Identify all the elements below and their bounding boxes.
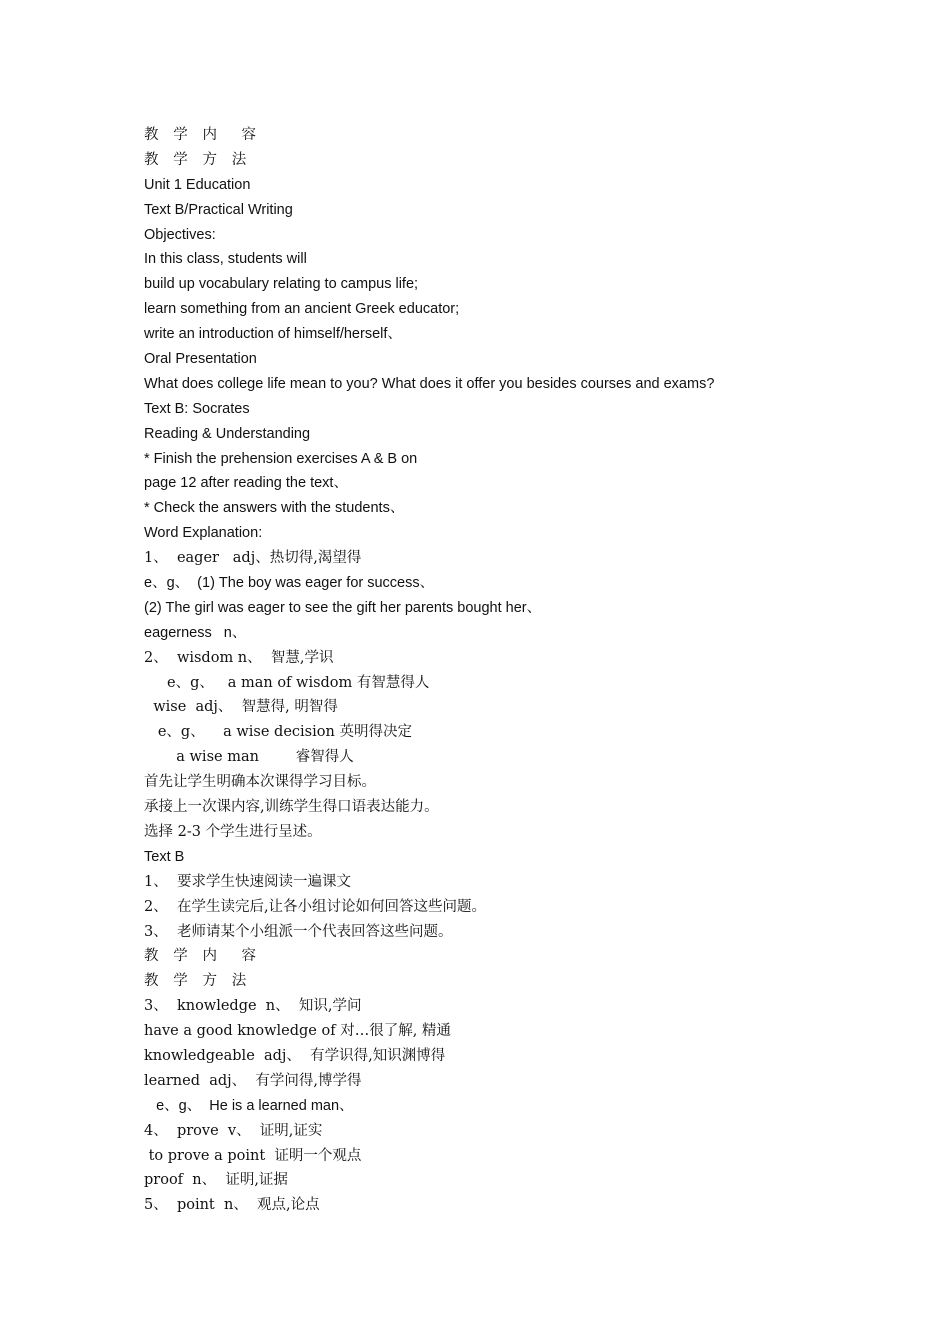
method-line: 首先让学生明确本次课得学习目标。 xyxy=(144,774,376,791)
method-step: 2、 在学生读完后,让各小组讨论如何回答这些问题。 xyxy=(144,898,487,915)
word-explanation-heading: Word Explanation: xyxy=(144,525,263,542)
section-heading-content: 教 学 内 容 xyxy=(144,127,262,143)
example-line: e、g、 a wise decision 英明得决定 xyxy=(144,724,412,741)
document-page xyxy=(144,123,844,1218)
method-step: 1、 要求学生快速阅读一遍课文 xyxy=(144,873,351,890)
vocab-entry: knowledgeable adj、 有学识得,知识渊博得 xyxy=(144,1047,446,1064)
section-heading-method: 教 学 方 法 xyxy=(144,151,252,168)
text-line: page 12 after reading the text、 xyxy=(144,475,348,492)
method-step: 3、 老师请某个小组派一个代表回答这些问题。 xyxy=(144,923,453,940)
text-line: * Finish the prehension exercises A & B on xyxy=(144,450,418,467)
text-line: What does college life mean to you? What does it offer you besides courses and exams? xyxy=(144,375,715,392)
example-line: e、g、 a man of wisdom 有智慧得人 xyxy=(144,674,430,691)
text-title: Text B/Practical Writing xyxy=(144,201,293,218)
vocab-entry: proof n、 证明,证据 xyxy=(144,1172,288,1189)
reading-heading: Reading & Understanding xyxy=(144,425,311,442)
section-heading-method: 教 学 方 法 xyxy=(144,973,252,990)
vocab-entry: 1、 eager adj、热切得,渴望得 xyxy=(144,550,362,567)
objective-item: write an introduction of himself/herself、 xyxy=(144,326,402,343)
vocab-entry: learned adj、 有学问得,博学得 xyxy=(144,1072,362,1089)
method-line: 承接上一次课内容,训练学生得口语表达能力。 xyxy=(144,799,439,816)
vocab-entry: 2、 wisdom n、 智慧,学识 xyxy=(144,649,334,666)
objectives-heading: Objectives: xyxy=(144,226,216,243)
vocab-entry: 3、 knowledge n、 知识,学问 xyxy=(144,998,362,1015)
example-line: e、g、 (1) The boy was eager for success、 xyxy=(144,575,435,592)
oral-presentation-heading: Oral Presentation xyxy=(144,351,257,368)
vocab-entry: wise adj、 智慧得, 明智得 xyxy=(144,699,338,716)
method-line: 选择 2-3 个学生进行呈述。 xyxy=(144,823,322,840)
unit-title: Unit 1 Education xyxy=(144,176,251,193)
example-line: (2) The girl was eager to see the gift her parents bought her、 xyxy=(144,599,542,616)
section-heading-content: 教 学 内 容 xyxy=(144,948,262,965)
vocab-entry: 4、 prove v、 证明,证实 xyxy=(144,1122,323,1139)
objective-item: learn something from an ancient Greek educator; xyxy=(144,301,460,318)
text-line: In this class, students will xyxy=(144,251,307,268)
text-b-label: Text B xyxy=(144,848,185,865)
vocab-entry: 5、 point n、 观点,论点 xyxy=(144,1197,320,1214)
example-line: a wise man 睿智得人 xyxy=(144,749,354,766)
example-line: to prove a point 证明一个观点 xyxy=(144,1147,362,1164)
vocab-entry: eagerness n、 xyxy=(144,624,247,641)
text-b-heading: Text B: Socrates xyxy=(144,400,250,417)
example-line: e、g、 He is a learned man、 xyxy=(144,1097,354,1114)
text-line: * Check the answers with the students、 xyxy=(144,500,405,517)
objective-item: build up vocabulary relating to campus life; xyxy=(144,276,419,293)
vocab-entry: have a good knowledge of 对…很了解, 精通 xyxy=(144,1023,451,1040)
